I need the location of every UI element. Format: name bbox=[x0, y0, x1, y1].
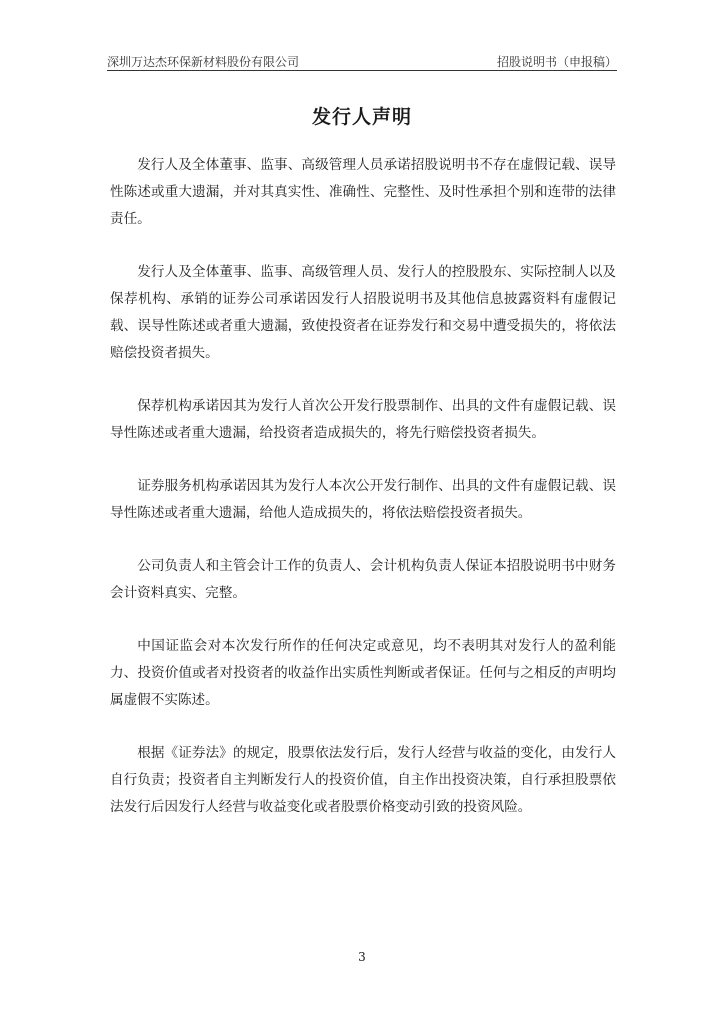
paragraph-4: 证券服务机构承诺因其为发行人本次公开发行制作、出具的文件有虚假记载、误导性陈述或者重大遗漏，给他人造成损失的，将依法赔偿投资者损失。 bbox=[110, 478, 616, 521]
paragraph-6: 中国证监会对本次发行所作的任何决定或意见，均不表明其对发行人的盈利能力、投资价值或者对投资者的收益作出实质性判断或者保证。任何与之相反的声明均属虚假不实陈述。 bbox=[110, 638, 616, 708]
paragraph-1: 发行人及全体董事、监事、高级管理人员承诺招股说明书不存在虚假记载、误导性陈述或重大遗漏，并对其真实性、准确性、完整性、及时性承担个别和连带的法律责任。 bbox=[110, 157, 616, 227]
page-title: 发行人声明 bbox=[311, 106, 412, 128]
paragraph-2: 发行人及全体董事、监事、高级管理人员、发行人的控股股东、实际控制人以及保荐机构、承销的证券公司承诺因发行人招股说明书及其他信息披露资料有虚假记载、误导性陈述或者重大遗漏，致使投资者在证券发行和交易中遭受损失的，将依法赔偿投资者损失。 bbox=[110, 264, 616, 361]
paragraph-3: 保荐机构承诺因其为发行人首次公开发行股票制作、出具的文件有虚假记载、误导性陈述或者重大遗漏，给投资者造成损失的，将先行赔偿投资者损失。 bbox=[110, 398, 616, 441]
page-header bbox=[107, 50, 617, 70]
header-rule bbox=[107, 70, 617, 71]
paragraph-7: 根据《证券法》的规定，股票依法发行后，发行人经营与收益的变化，由发行人自行负责；投资者自主判断发行人的投资价值，自主作出投资决策，自行承担股票依法发行后因发行人经营与收益变化或者股票价格变动引致的投资风险。 bbox=[110, 745, 616, 815]
paragraph-5: 公司负责人和主管会计工作的负责人、会计机构负责人保证本招股说明书中财务会计资料真实、完整。 bbox=[110, 558, 616, 601]
statement-body bbox=[110, 152, 616, 847]
page-number: 3 bbox=[358, 950, 366, 964]
header-doc-type: 招股说明书（申报稿） bbox=[496, 55, 617, 69]
header-company: 深圳万达杰环保新材料股份有限公司 bbox=[107, 55, 300, 69]
